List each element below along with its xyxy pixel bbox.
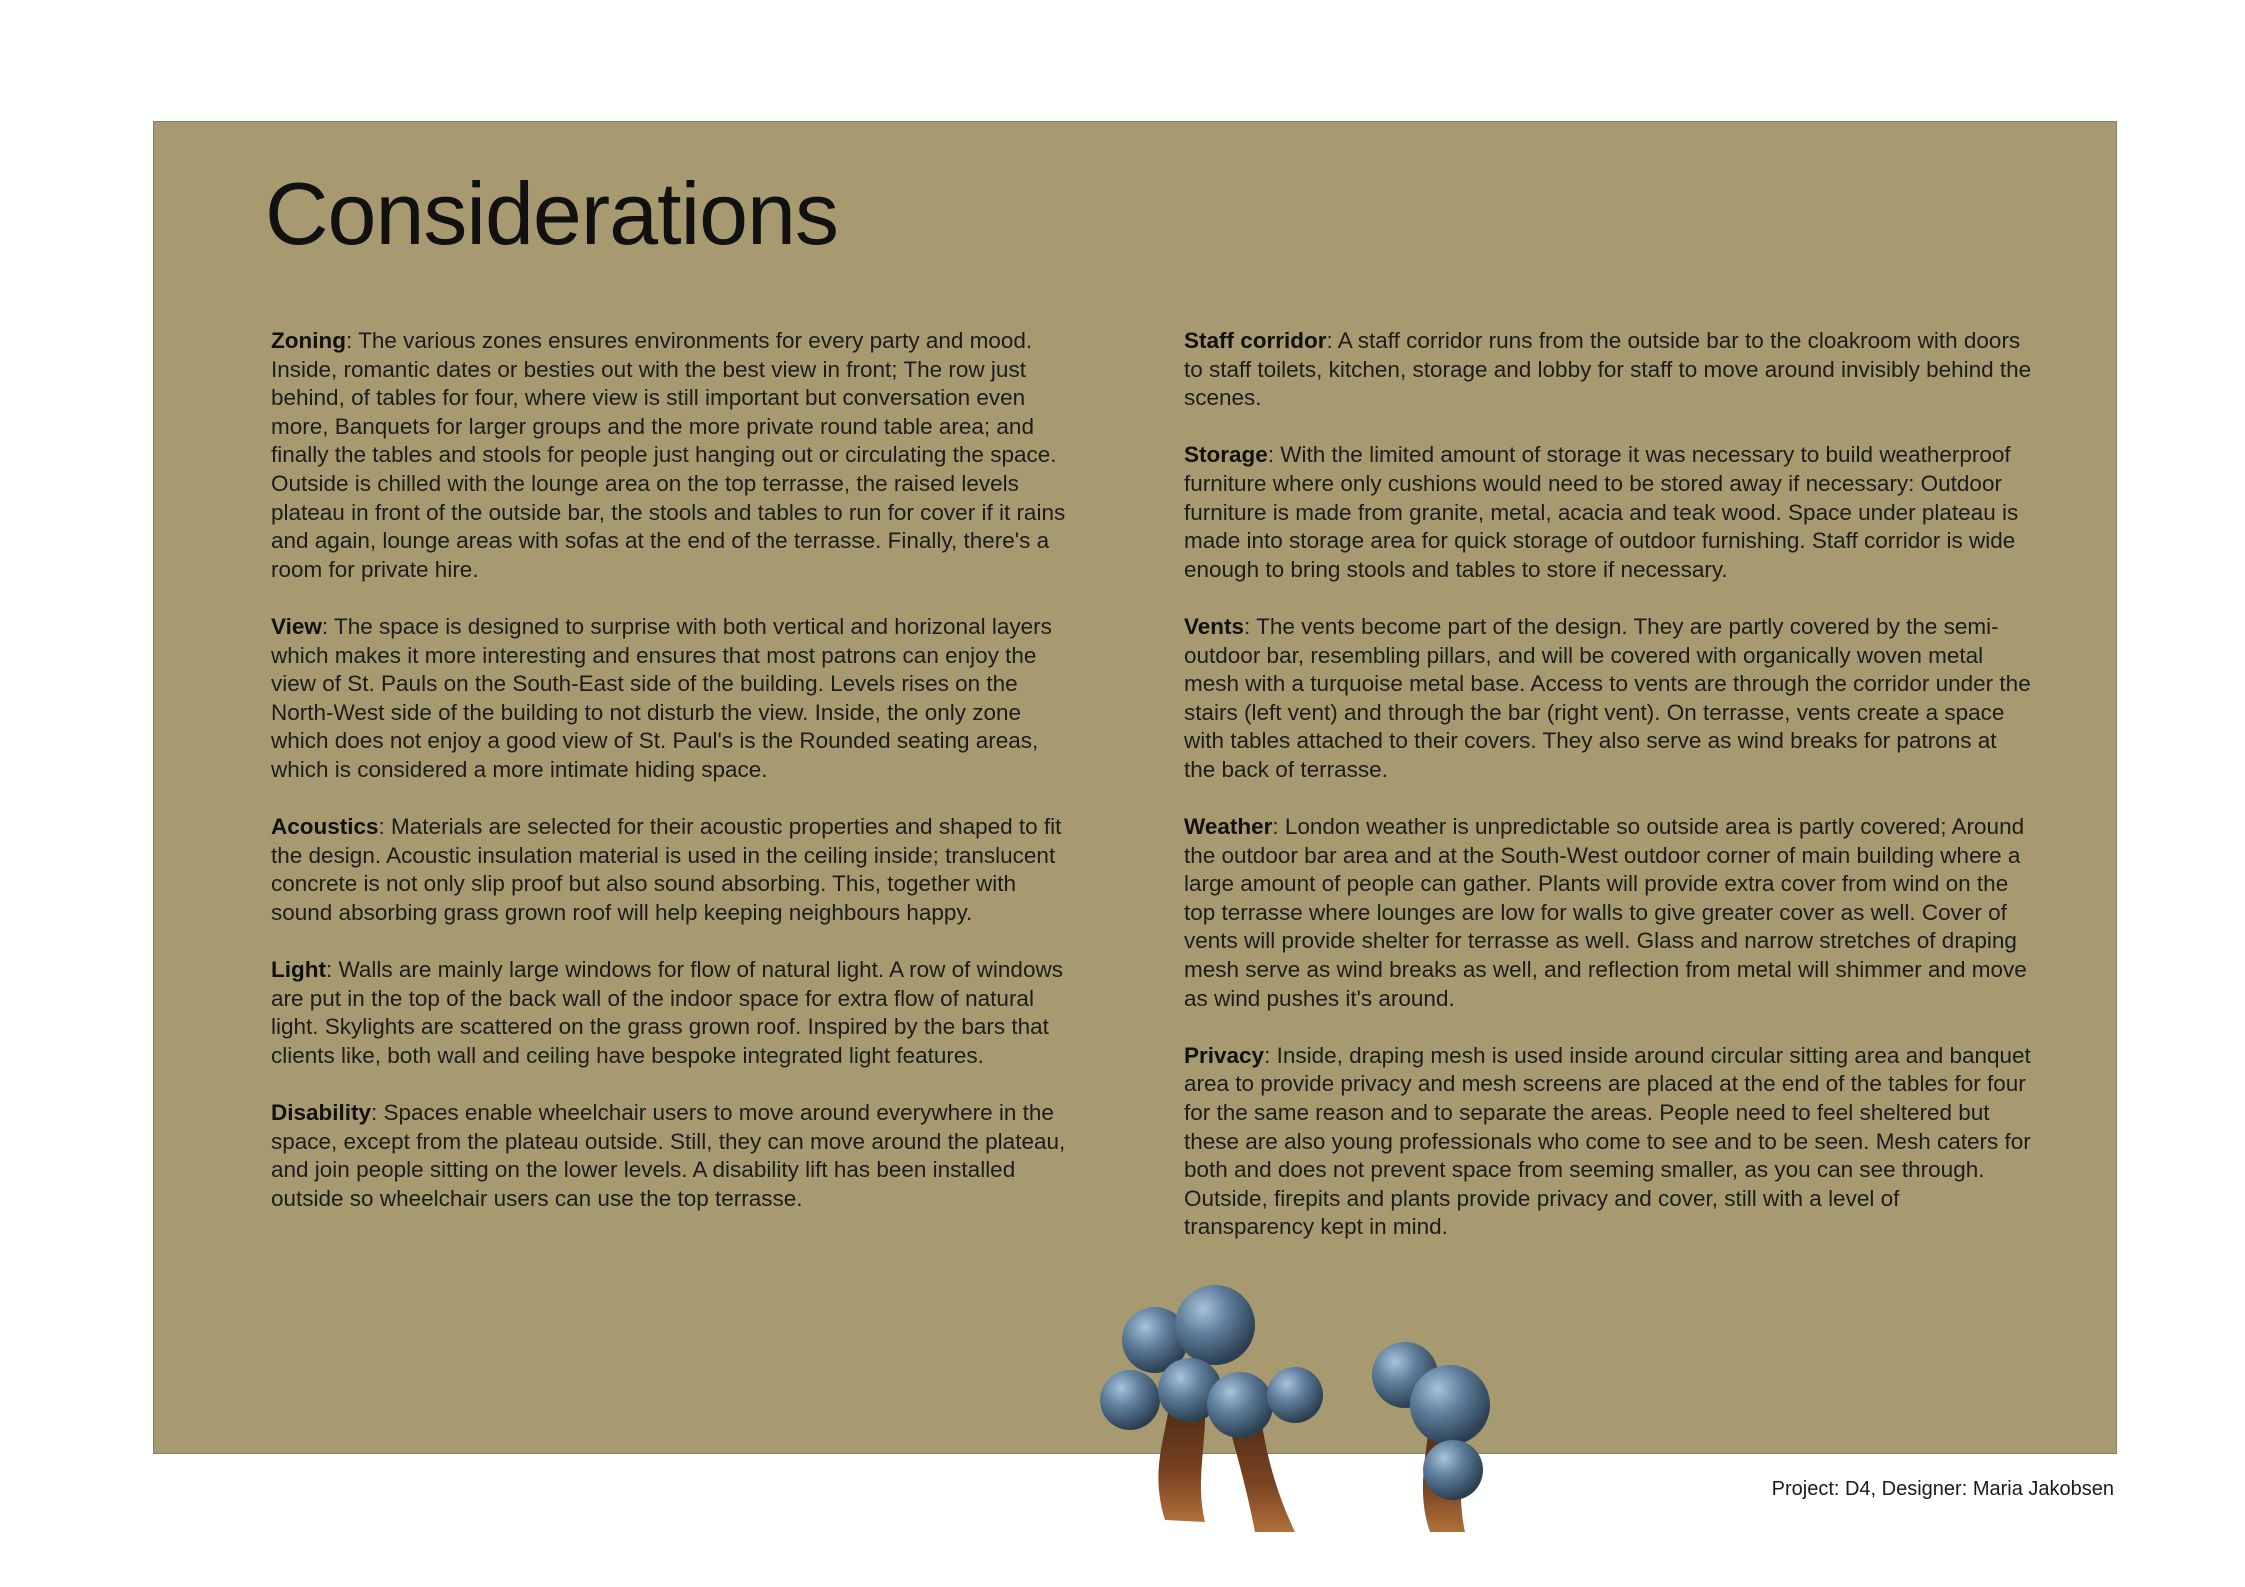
page-title: Considerations — [265, 164, 838, 263]
consideration-acoustics — [271, 813, 1081, 927]
right-column — [1184, 327, 2034, 1271]
consideration-privacy — [1184, 1042, 2034, 1242]
right-sculpture — [1372, 1342, 1490, 1532]
term-text: : The space is designed to surprise with both vertical and horizonal layers which makes it more interesting and ensures that most patrons can enjoy the view of St. Pauls on the South-East side of the building. Levels rises on the North-West side of the building to not disturb the view. Inside, the only zone which does not enjoy a good view of St. Paul's is the Rounded seating areas, which is considered a more intimate hiding space. — [271, 613, 1052, 782]
term-text: : With the limited amount of storage it was necessary to build weatherproof furniture where only cushions would need to be stored away if necessary: Outdoor furniture is made from granite, metal, acacia and teak wood. Space under plateau is made into storage area for quick storage of outdoor furnishing. Staff corridor is wide enough to bring stools and tables to store if necessary. — [1184, 442, 2019, 582]
left-sculpture — [1100, 1285, 1323, 1532]
consideration-light — [271, 956, 1081, 1070]
term-label: Weather — [1184, 814, 1273, 840]
term-label: Storage — [1184, 442, 1268, 468]
term-text: : Walls are mainly large windows for flow of natural light. A row of windows are put in the top of the back wall of the indoor space for extra flow of natural light. Skylights are scattered on the grass grown roof. Inspired by the bars that clients like, both wall and ceiling have bespoke integrated light features. — [271, 957, 1063, 1068]
consideration-zoning — [271, 327, 1081, 584]
term-text: : Inside, draping mesh is used inside around circular sitting area and banquet area to provide privacy and mesh screens are placed at the end of the tables for four for the same reason and to separate the areas. People need to feel sheltered but these are also young professionals who come to see and to be seen. Mesh caters for both and does not prevent space from seeming smaller, as you can see through. Outside, firepits and plants provide privacy and cover, still with a level of transparency kept in mind. — [1184, 1042, 2031, 1240]
footer-credit: Project: D4, Designer: Maria Jakobsen — [1771, 1478, 2114, 1500]
consideration-view — [271, 613, 1081, 785]
term-label: Light — [271, 957, 326, 983]
consideration-staff-corridor — [1184, 327, 2034, 413]
term-label: View — [271, 613, 322, 639]
term-label: Disability — [271, 1100, 372, 1126]
consideration-weather — [1184, 813, 2034, 1013]
term-label: Staff corridor — [1184, 328, 1327, 353]
term-text: : The various zones ensures environments for every party and mood. Inside, romantic dates or besties out with the best view in front; The row just behind, of tables for four, where view is still important but conversation even more, Banquets for larger groups and the more private round table area; and finally the tables and stools for people just hanging out or circulating the space. Outside is chilled with the lounge area on the top terrasse, the raised levels plateau in front of the outside bar, the stools and tables to run for cover if it rains and again, lounge areas with sofas at the end of the terrasse. Finally, there's a room for private hire. — [271, 328, 1066, 582]
consideration-vents — [1184, 613, 2034, 785]
term-text: : London weather is unpredictable so outside area is partly covered; Around the outdoor bar area and at the South-West outdoor corner of main building where a large amount of people can gather. Plants will provide extra cover from wind on the top terrasse where lounges are low for walls to give greater cover as well. Cover of vents will provide shelter for terrasse as well. Glass and narrow stretches of draping mesh serve as wind breaks as well, and reflection from metal will shimmer and move as wind pushes it's around. — [1184, 814, 2027, 1011]
term-label: Acoustics — [271, 814, 379, 840]
term-text: : Spaces enable wheelchair users to move around everywhere in the space, except from the plateau outside. Still, they can move around the plateau, and join people sitting on the lower levels. A disability lift has been installed outside so wheelchair users can use the top terrasse. — [271, 1100, 1066, 1211]
consideration-storage — [1184, 441, 2034, 584]
sculpture-image — [1095, 1270, 1570, 1540]
term-label: Vents — [1184, 613, 1245, 639]
term-text: : A staff corridor runs from the outside bar to the cloakroom with doors to staff toilets, kitchen, storage and lobby for staff to move around invisibly behind the scenes. — [1184, 328, 2032, 411]
term-text: : The vents become part of the design. They are partly covered by the semi-outdoor bar, resembling pillars, and will be covered with organically woven metal mesh with a turquoise metal base. Access to vents are through the corridor under the stairs (left vent) and through the bar (right vent). On terrasse, vents create a space with tables attached to their covers. They also serve as wind breaks for patrons at the back of terrasse. — [1184, 613, 2031, 782]
term-label: Privacy — [1184, 1042, 1265, 1068]
term-label: Zoning — [271, 328, 346, 353]
left-column — [271, 327, 1081, 1242]
consideration-disability — [271, 1099, 1081, 1213]
term-text: : Materials are selected for their acoustic properties and shaped to fit the design. Acoustic insulation material is used in the ceiling inside; translucent concrete is not only slip proof but also sound absorbing. This, together with sound absorbing grass grown roof will help keeping neighbours happy. — [271, 814, 1062, 925]
